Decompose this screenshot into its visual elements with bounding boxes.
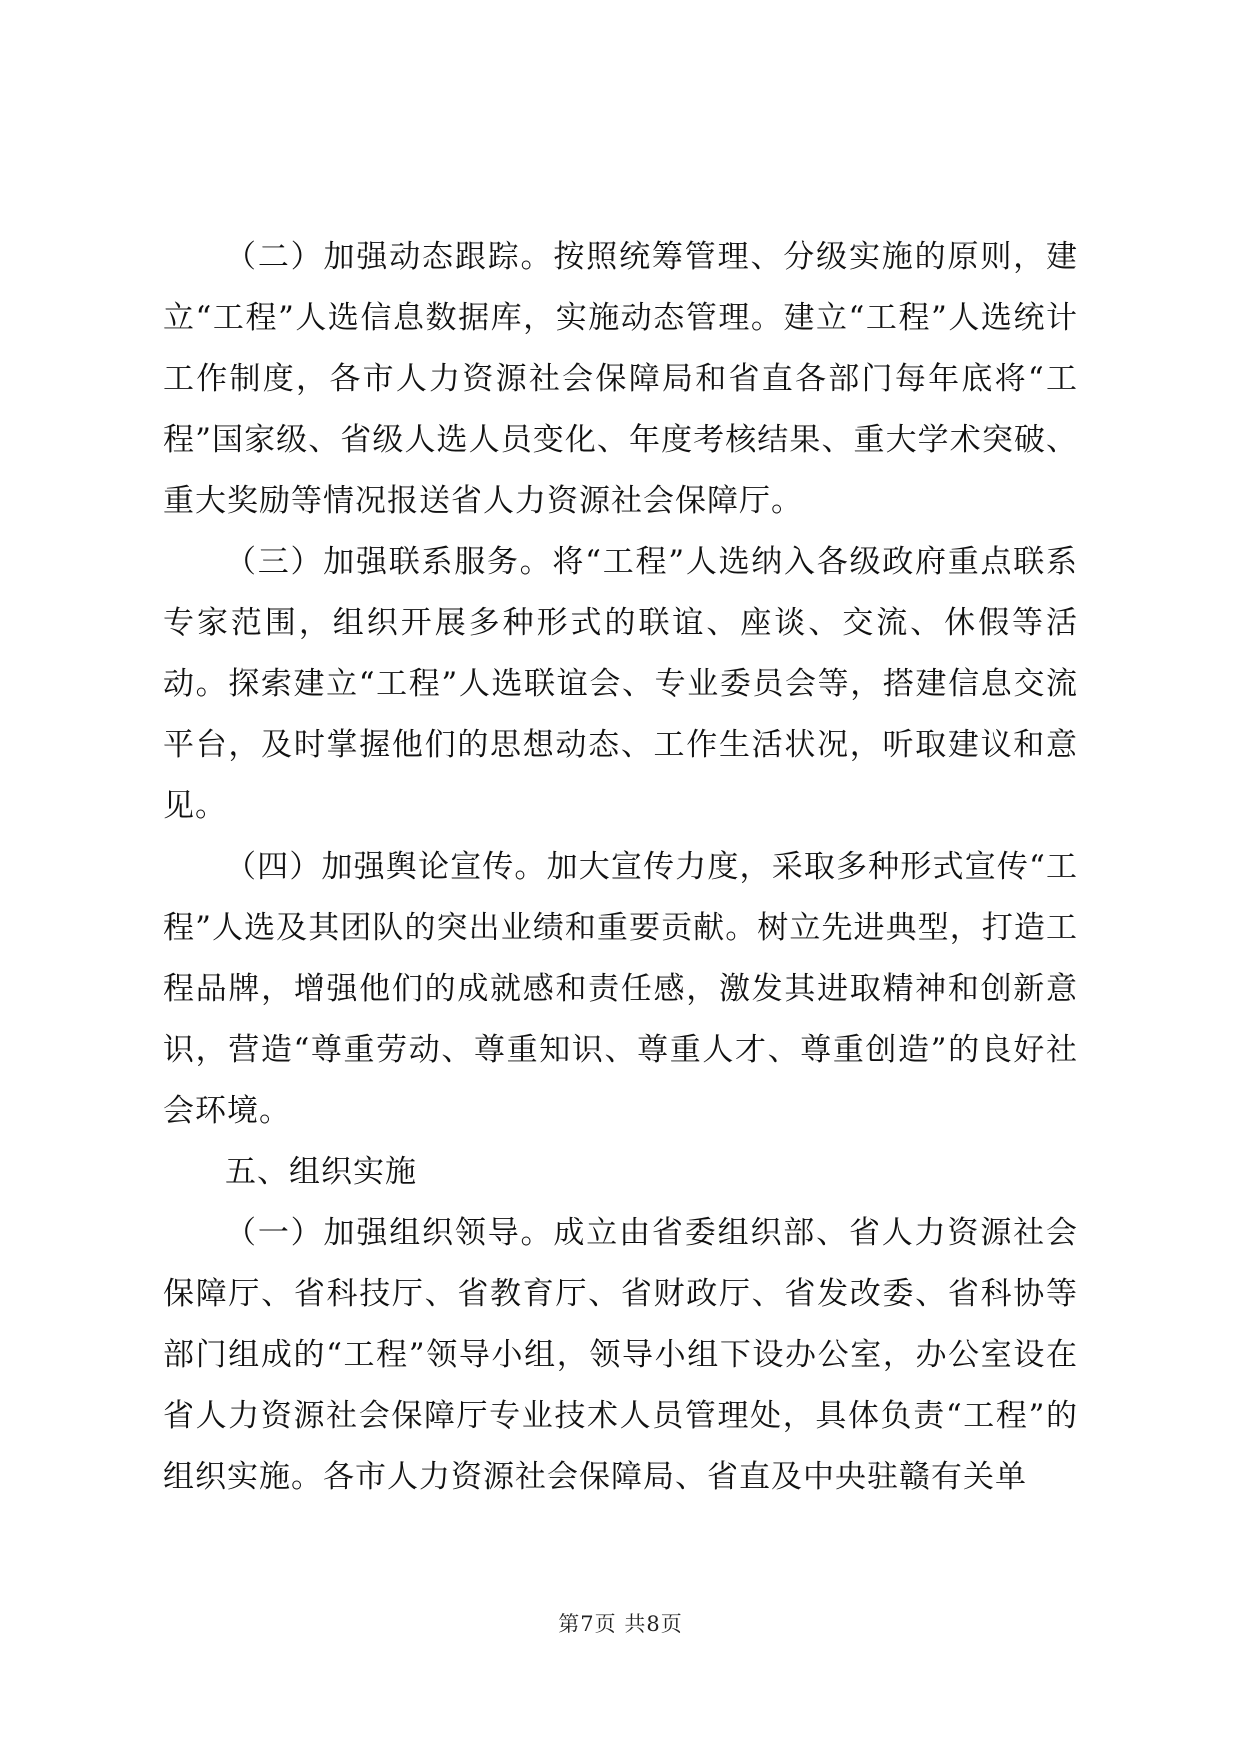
paragraph-liaison-service: （三）加强联系服务。将“工程”人选纳入各级政府重点联系专家范围，组织开展多种形式的联谊、座谈、交流、休假等活动。探索建立“工程”人选联谊会、专业委员会等，搭建信息交流平台，及时掌握他们的思想动态、工作生活状况，听取建议和意见。 [163, 544, 1078, 824]
section-heading-organization: 五、组织实施 [225, 1154, 417, 1190]
paragraph-dynamic-tracking: （二）加强动态跟踪。按照统筹管理、分级实施的原则，建立“工程”人选信息数据库，实施动态管理。建立“工程”人选统计工作制度，各市人力资源社会保障局和省直各部门每年底将“工程”国家级、省级人选人员变化、年度考核结果、重大学术突破、重大奖励等情况报送省人力资源社会保障厅。 [163, 239, 1078, 519]
document-body [163, 227, 1078, 1508]
page-number-footer: 第7页 共8页 [558, 1612, 683, 1636]
paragraph-public-opinion: （四）加强舆论宣传。加大宣传力度，采取多种形式宣传“工程”人选及其团队的突出业绩和重要贡献。树立先进典型，打造工程品牌，增强他们的成就感和责任感，激发其进取精神和创新意识，营造“尊重劳动、尊重知识、尊重人才、尊重创造”的良好社会环境。 [163, 849, 1078, 1129]
paragraph-organization-leadership: （一）加强组织领导。成立由省委组织部、省人力资源社会保障厅、省科技厅、省教育厅、省财政厅、省发改委、省科协等部门组成的“工程”领导小组，领导小组下设办公室，办公室设在省人力资源社会保障厅专业技术人员管理处，具体负责“工程”的组织实施。各市人力资源社会保障局、省直及中央驻赣有关单 [163, 1215, 1078, 1495]
